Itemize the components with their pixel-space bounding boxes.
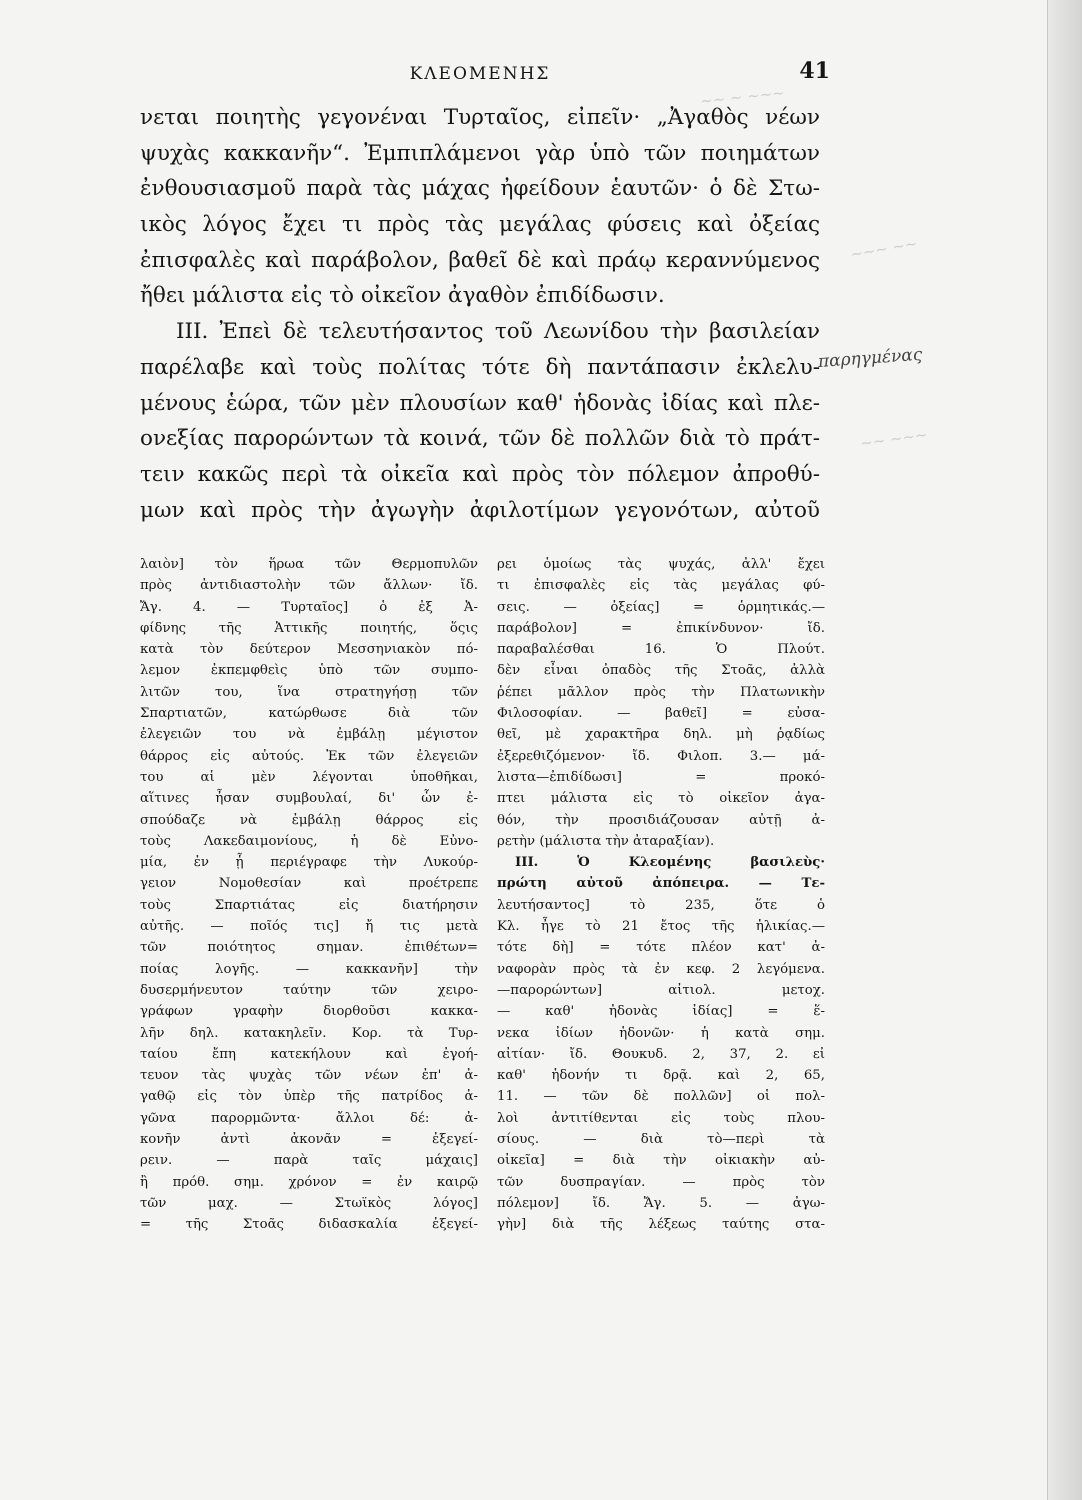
footnote-line: Σπαρτιατῶν, κατώρθωσε διὰ τῶν (140, 706, 478, 722)
footnote-line: φίδνης τῆς Ἀττικῆς ποιητής, ὅςις (140, 620, 478, 636)
footnotes-left-column (140, 554, 478, 1236)
footnote-line: γὴν] διὰ τῆς λέξεως ταύτης στα- (497, 1217, 825, 1233)
footnote-line: δὲν εἶναι ὀπαδὸς τῆς Στοᾶς, ἀλλὰ (497, 663, 825, 679)
footnote-line: γαθῷ εἰς τὸν ὑπὲρ τῆς πατρίδος ἀ- (140, 1089, 478, 1105)
bleed-through-mark: ~~ ~ ~~~ (699, 83, 786, 111)
footnote-line: τι ἐπισφαλὲς εἰς τὰς μεγάλας φύ- (497, 578, 825, 594)
text-line: ικὸς λόγος ἔχει τι πρὸς τὰς μεγάλας φύσεις καὶ ὀξείας (140, 212, 820, 238)
footnote-line: γράφων γραφὴν διορθοῦσι κακκα- (140, 1004, 478, 1020)
footnote-line: γῶνα παρορμῶντα· ἄλλοι δέ: ἀ- (140, 1110, 478, 1126)
footnote-line: ἐξερεθιζόμενον· ἴδ. Φιλοπ. 3.— μά- (497, 748, 825, 764)
footnote-line: θάρρος εἰς αὐτούς. Ἐκ τῶν ἐλεγειῶν (140, 748, 478, 764)
handwritten-margin-note: παρηγμένας (817, 344, 923, 372)
footnote-line: πρὸς ἀντιδιαστολὴν τῶν ἄλλων· ἴδ. (140, 578, 478, 594)
footnote-line: Κλ. ἦγε τὸ 21 ἔτος τῆς ἡλικίας.— (497, 919, 825, 935)
footnote-line: γειον Νομοθεσίαν καὶ προέτρεπε (140, 876, 478, 892)
page-number: 41 (799, 58, 830, 84)
footnote-line: πτει μάλιστα εἰς τὸ οἰκεῖον ἀγα- (497, 791, 825, 807)
text-line: ἐπισφαλὲς καὶ παράβολον, βαθεῖ δὲ καὶ πράῳ κεραννύμενος (140, 247, 820, 273)
footnote-line: παράβολον] = ἐπικίνδυνον· ἴδ. (497, 620, 825, 636)
footnote-line: πόλεμον] ἴδ. Ἄγ. 5. — ἀγω- (497, 1195, 825, 1211)
footnote-line: — καθ' ἡδονὰς ἰδίας] = ἕ- (497, 1004, 825, 1020)
footnote-line: αἰτίαν· ἴδ. Θουκυδ. 2, 37, 2. εἰ (497, 1046, 825, 1062)
footnote-line: λοὶ ἀντιτίθενται εἰς τοὺς πλου- (497, 1110, 825, 1126)
footnote-line: αἵτινες ἦσαν συμβουλαί, δι' ὧν ἐ- (140, 791, 478, 807)
bleed-through-mark: ~~~ ~~ (848, 234, 919, 264)
text-line: παρέλαβε καὶ τοὺς πολίτας τότε δὴ παντάπασιν ἐκλελυ- (140, 354, 820, 380)
text-line: ἐνθουσιασμοῦ παρὰ τὰς μάχας ἠφείδουν ἑαυτῶν· ὁ δὲ Στω- (140, 176, 820, 202)
bleed-through-mark: ~~ ~~~ (859, 425, 929, 453)
footnote-line: σίους. — διὰ τὸ—περὶ τὰ (497, 1132, 825, 1148)
footnote-line: III. Ὁ Κλεομένης βασιλεὺς· (515, 855, 825, 871)
footnote-line: τῶν ποιότητος σημαν. ἐπιθέτων= (140, 940, 478, 956)
footnote-line: 11. — τῶν δὲ πολλῶν] οἱ πολ- (497, 1089, 825, 1105)
footnote-line: σπούδαζε νὰ ἐμβάλῃ θάρρος εἰς (140, 812, 478, 828)
text-line: ἤθει μάλιστα εἰς τὸ οἰκεῖον ἀγαθὸν ἐπιδίδωσιν. (140, 283, 665, 309)
footnote-line: λεμον ἐκπεμφθεὶς ὑπὸ τῶν συμπο- (140, 663, 478, 679)
footnote-line: λῆν δηλ. κατακηλεῖν. Κορ. τὰ Τυρ- (140, 1025, 478, 1041)
footnote-line: λευτήσαντος] τὸ 235, ὅτε ὁ (497, 897, 825, 913)
footnotes-right-column (497, 554, 825, 1236)
footnote-line: κονῆν ἀντὶ ἀκονᾶν = ἐξεγεί- (140, 1132, 478, 1148)
page-header (130, 58, 830, 88)
text-line: ονεξίας παρορώντων τὰ κοινά, τῶν δὲ πολλῶν διὰ τὸ πράτ- (140, 426, 820, 452)
text-line: νεται ποιητὴς γεγονέναι Τυρταῖος, εἰπεῖν· „Ἀγαθὸς νέων (140, 105, 820, 130)
footnote-line: = τῆς Στοᾶς διδασκαλία ἐξεγεί- (140, 1217, 478, 1233)
footnote-line: —παρορώντων] αἰτιολ. μετοχ. (497, 982, 825, 998)
footnote-line: ρετὴν (μάλιστα τὴν ἀταραξίαν). (497, 833, 715, 849)
footnote-line: ἢ πρόθ. σημ. χρόνον = ἐν καιρῷ (140, 1174, 478, 1190)
footnote-line: οἰκεῖα] = διὰ τὴν οἰκιακὴν αὐ- (497, 1153, 825, 1169)
footnote-line: πρώτη αὐτοῦ ἀπόπειρα. — Τε- (497, 876, 825, 892)
footnote-line: μία, ἐν ᾗ περιέγραφε τὴν Λυκούρ- (140, 855, 478, 871)
running-head: ΚΛΕΟΜΕΝΗΣ (409, 64, 551, 84)
text-line: μων καὶ πρὸς τὴν ἀγωγὴν ἀφιλοτίμων γεγονότων, αὐτοῦ (140, 497, 820, 523)
footnote-line: νεκα ἰδίων ἡδονῶν· ἡ κατὰ σημ. (497, 1025, 825, 1041)
footnote-line: Ἄγ. 4. — Τυρταῖος] ὁ ἐξ Ἀ- (140, 599, 478, 615)
footnote-line: τότε δὴ] = τότε πλέον κατ' ἀ- (497, 940, 825, 956)
footnote-line: Φιλοσοφίαν. — βαθεῖ] = εὐσα- (497, 706, 825, 722)
main-text (140, 100, 820, 528)
footnote-line: κατὰ τὸν δεύτερον Μεσσηνιακὸν πό- (140, 642, 478, 658)
text-line: ψυχὰς κακκανῆν“. Ἐμπιπλάμενοι γὰρ ὑπὸ τῶν ποιημάτων (140, 140, 820, 166)
page-edge (1047, 0, 1082, 1500)
footnote-line: παραβαλέσθαι 16. Ὁ Πλούτ. (497, 642, 825, 658)
footnote-line: τῶν μαχ. — Στωϊκὸς λόγος] (140, 1195, 478, 1211)
footnote-line: ταίου ἔπη κατεκήλουν καὶ ἐγοή- (140, 1046, 478, 1062)
footnote-line: τοὺς Λακεδαιμονίους, ἡ δὲ Εὐνο- (140, 833, 478, 849)
footnote-line: τοὺς Σπαρτιάτας εἰς διατήρησιν (140, 897, 478, 913)
footnote-line: τῶν δυσπραγίαν. — πρὸς τὸν (497, 1174, 825, 1190)
footnote-line: του αἱ μὲν λέγονται ὑποθῆκαι, (140, 769, 478, 785)
text-line: μένους ἑώρα, τῶν μὲν πλουσίων καθ' ἡδονὰς ἰδίας καὶ πλε- (140, 390, 820, 416)
footnote-line: καθ' ἡδονήν τι δρᾷ. καὶ 2, 65, (497, 1068, 825, 1084)
footnote-line: θεῖ, μὲ χαρακτῆρα δηλ. μὴ ῥᾳδίως (497, 727, 825, 743)
footnote-line: ποίας λογῆς. — κακκανῆν] τὴν (140, 961, 478, 977)
footnote-line: τευον τὰς ψυχὰς τῶν νέων ἐπ' ἀ- (140, 1068, 478, 1084)
text-line: III. Ἐπεὶ δὲ τελευτήσαντος τοῦ Λεωνίδου τὴν βασιλείαν (176, 319, 820, 345)
footnote-line: αὐτῆς. — ποῖός τις] ἤ τις μετὰ (140, 919, 478, 935)
footnote-line: ναφορὰν πρὸς τὰ ἐν κεφ. 2 λεγόμενα. (497, 961, 825, 977)
footnote-line: λιτῶν του, ἵνα στρατηγήσῃ τῶν (140, 684, 478, 700)
footnote-line: θόν, τὴν προσιδιάζουσαν αὐτῇ ἀ- (497, 812, 825, 828)
footnote-line: ῥέπει μᾶλλον πρὸς τὴν Πλατωνικὴν (497, 684, 825, 700)
footnote-line: λαιὸν] τὸν ἥρωα τῶν Θερμοπυλῶν (140, 557, 478, 572)
text-line: τειν κακῶς περὶ τὰ οἰκεῖα καὶ πρὸς τὸν πόλεμον ἀπροθύ- (140, 461, 820, 487)
footnote-line: ἐλεγειῶν του νὰ ἐμβάλῃ μέγιστον (140, 727, 478, 743)
footnote-line: δυσερμήνευτον ταύτην τῶν χειρο- (140, 982, 478, 998)
footnote-line: σεις. — ὀξείας] = ὁρμητικάς.— (497, 599, 825, 615)
footnote-line: λιστα—ἐπιδίδωσι] = προκό- (497, 769, 825, 785)
footnote-line: ρει ὁμοίως τὰς ψυχάς, ἀλλ' ἔχει (497, 557, 825, 572)
footnote-line: ρειν. — παρὰ ταῖς μάχαις] (140, 1153, 478, 1169)
